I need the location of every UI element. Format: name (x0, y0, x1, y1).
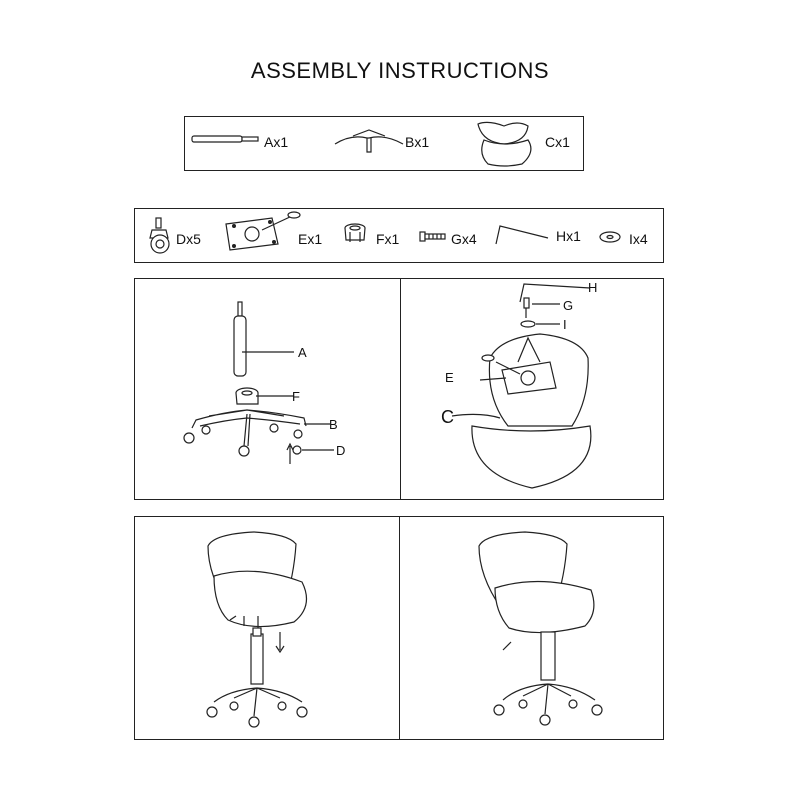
bolt-icon (418, 230, 448, 244)
step-1-drawing (134, 278, 401, 500)
base-cover-icon (342, 222, 368, 246)
mechanism-plate-icon (222, 210, 304, 252)
part-label-h: Hx1 (556, 228, 581, 244)
step-4-drawing (399, 516, 664, 740)
part-label-c: Cx1 (545, 134, 570, 150)
part-label-b: Bx1 (405, 134, 430, 150)
washer-icon (598, 230, 624, 244)
step-2-drawing (400, 278, 664, 500)
caster-wheel-icon (146, 216, 174, 256)
step-2-label-h: H (588, 280, 598, 295)
step-2-label-g: G (563, 298, 574, 313)
step-2-label-c: C (441, 407, 454, 427)
gas-lift-rod-icon (190, 130, 262, 150)
step-1-label-a: A (298, 345, 307, 360)
step-1-label-f: F (292, 389, 300, 404)
step-2-label-e: E (445, 370, 454, 385)
step-1-label-d: D (336, 443, 346, 458)
part-label-e: Ex1 (298, 231, 323, 247)
part-label-f: Fx1 (376, 231, 400, 247)
part-label-a: Ax1 (264, 134, 289, 150)
part-label-i: Ix4 (629, 231, 648, 247)
step-2-label-i: I (563, 317, 567, 332)
page-title: ASSEMBLY INSTRUCTIONS (250, 58, 550, 83)
seat-shell-icon (470, 118, 540, 168)
star-base-icon (333, 126, 405, 156)
step-1-label-b: B (329, 417, 338, 432)
part-label-g: Gx4 (451, 231, 477, 247)
allen-key-icon (494, 222, 552, 248)
step-3-drawing (134, 516, 400, 740)
part-label-d: Dx5 (176, 231, 201, 247)
